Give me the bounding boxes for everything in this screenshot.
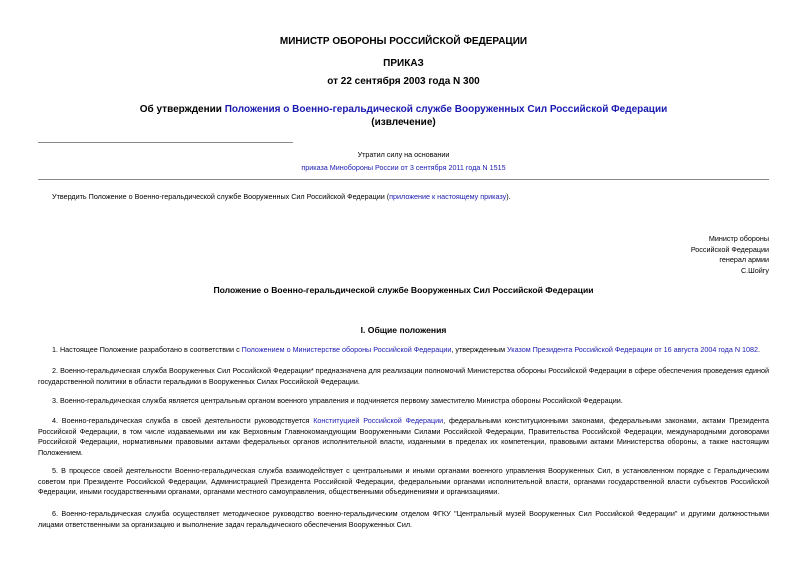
paragraph-5: 5. В процессе своей деятельности Военно-геральдическая служба взаимодействует с центральными и иными органами военного управления Вооруженных Сил, в установленном порядке с Геральдическим советом при Президенте Российской Федерации, Администрацией Президента Российской Федерации, федеральными органами исполнительной власти, органами государственной власти субъектов Российской Федерации, иными государственными органами, органами местного самоуправления, общественными объединениями и организациями. (38, 466, 769, 497)
signature-line: Российской Федерации (690, 244, 769, 254)
extract-note: (извлечение) (371, 117, 436, 128)
signature-line: Министр обороны (708, 234, 769, 243)
full-divider (38, 179, 769, 180)
status-line: Утратил силу на основании (357, 150, 450, 159)
paragraph-1: 1. Настоящее Положение разработано в соответствии с Положением о Министерстве обороны Российской Федерации, утвержденным Указом Президента Российской Федерации от 16 августа 2004 года N 1082. (52, 345, 760, 354)
paragraph-6: 6. Военно-геральдическая служба осуществляет методическое руководство военно-геральдическим отделом ФГКУ "Центральный музей Вооруженных Сил Российской Федерации" и другими должностными лицами ответственными за организацию и выполнение задач геральдического обеспечения Вооруженных Сил. (38, 509, 769, 529)
ministry-regulation-link[interactable]: Положением о Министерстве обороны Российской Федерации (241, 345, 452, 354)
signature-line: генерал армии (719, 255, 769, 264)
document-title (0, 104, 807, 115)
paragraph-3: 3. Военно-геральдическая служба является центральным органом военного управления и подчиняется первому заместителю Министра обороны Российской Федерации. (52, 396, 623, 405)
title-prefix: Об утверждении (139, 104, 225, 115)
paragraph-4: 4. Военно-геральдическая служба в своей деятельности руководствуется Конституцией Российской Федерации, федеральными конституционными законами, федеральными законами, актами Президента Российской Федерации, в том числе издаваемыми им как Верховным Главнокомандующим Вооруженными Силами Российской Федерации, Правительства Российской Федерации, международными договорами Российской Федерации, нормативными правовыми актами федеральных органов исполнительной власти, изданными в пределах их компетенции, правовыми актами Министерства обороны, а также настоящим Положением. (38, 416, 769, 457)
paragraph-2: 2. Военно-геральдическая служба Вооруженных Сил Российской Федерации* предназначена для реализации полномочий Министерства обороны Российской Федерации в сфере обеспечения проведения единой государственной политики в области геральдики в Вооруженных Силах Российской Федерации. (38, 366, 769, 386)
constitution-link[interactable]: Конституцией Российской Федерации (313, 416, 444, 425)
presidential-decree-link[interactable]: Указом Президента Российской Федерации от 16 августа 2004 года N 1082 (507, 345, 758, 354)
section-heading: I. Общие положения (360, 325, 447, 335)
approval-paragraph: Утвердить Положение о Военно-геральдической службе Вооруженных Сил Российской Федерации (приложение к настоящему приказу). (52, 192, 511, 201)
title-regulation-link[interactable]: Положения о Военно-геральдической службе Вооруженных Сил Российской Федерации (224, 104, 668, 115)
status-repeal-link-line (0, 163, 807, 174)
regulation-title: Положение о Военно-геральдической службе Вооруженных Сил Российской Федерации (213, 285, 594, 295)
issuing-authority: МИНИСТР ОБОРОНЫ РОССИЙСКОЙ ФЕДЕРАЦИИ (279, 36, 528, 47)
document-type: ПРИКАЗ (383, 58, 424, 69)
signature-line: С.Шойгу (740, 265, 769, 275)
document-date-number: от 22 сентября 2003 года N 300 (327, 76, 480, 87)
signature-block (691, 234, 769, 276)
short-divider (38, 142, 293, 143)
annex-link[interactable]: приложение к настоящему приказу (389, 192, 507, 201)
repeal-order-link[interactable]: приказа Минобороны России от 3 сентября 2011 года N 1515 (301, 163, 506, 172)
